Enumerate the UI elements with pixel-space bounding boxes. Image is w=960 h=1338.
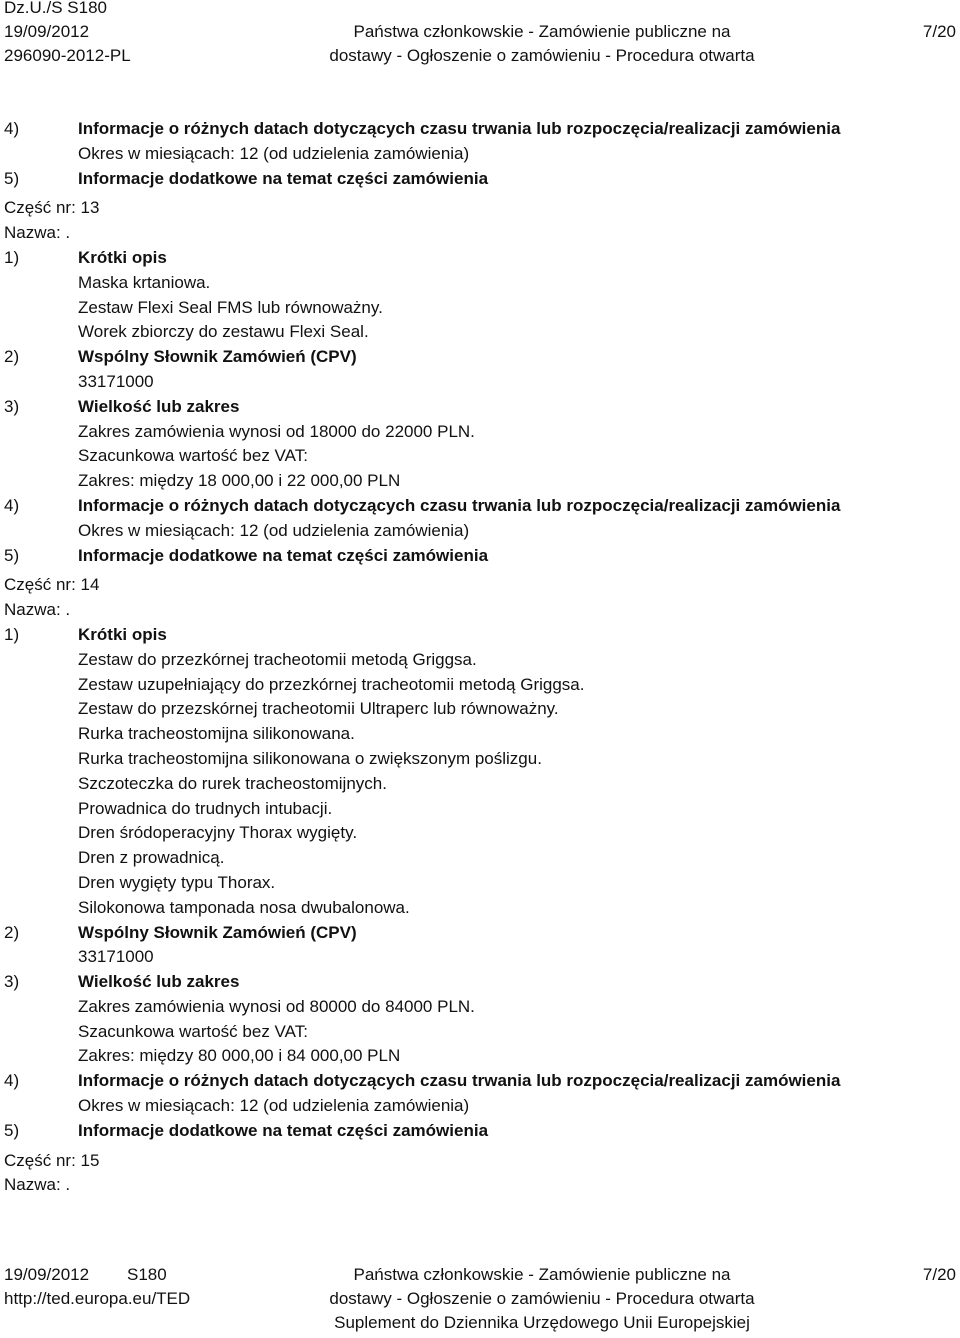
- section-dates: [0, 117, 960, 142]
- part-name: [0, 598, 960, 623]
- footer-url[interactable]: http://ted.europa.eu/TED: [4, 1289, 191, 1308]
- cpv-code-text: 33171000: [78, 947, 154, 967]
- document-body: [0, 117, 960, 1198]
- footer-title-line1: Państwa członkowskie - Zamówienie publiczne na: [353, 1265, 731, 1284]
- scope-range-text: Zakres zamówienia wynosi od 80000 do 84000 PLN.: [78, 996, 475, 1016]
- part-name-text: Nazwa: .: [4, 600, 71, 620]
- item-number: 1): [4, 624, 20, 644]
- desc-line: [0, 648, 960, 673]
- desc-line: [0, 747, 960, 772]
- desc-line: [0, 871, 960, 896]
- desc-text: Silokonowa tamponada nosa dwubalonowa.: [78, 897, 410, 917]
- desc-line: [0, 722, 960, 747]
- desc-line: [0, 271, 960, 296]
- desc-line: [0, 797, 960, 822]
- section-heading: Wspólny Słownik Zamówień (CPV): [78, 347, 357, 367]
- footer-title: [252, 1263, 832, 1335]
- item-number: 5): [4, 545, 20, 565]
- section-heading: Informacje dodatkowe na temat części zamówienia: [78, 545, 489, 565]
- period-line: [0, 142, 960, 167]
- item-number: 4): [4, 1071, 20, 1091]
- estimate-value-text: Zakres: między 18 000,00 i 22 000,00 PLN: [78, 471, 401, 491]
- section-short-desc: [0, 246, 960, 271]
- section-heading: Informacje o różnych datach dotyczących czasu trwania lub rozpoczęcia/realizacji zamówienia: [78, 119, 841, 138]
- item-number: 2): [4, 347, 20, 367]
- footer-title-line3: Suplement do Dziennika Urzędowego Unii Europejskiej: [334, 1313, 750, 1332]
- part-name-text: Nazwa: .: [4, 1175, 71, 1195]
- part-number-text: Część nr: 14: [4, 575, 100, 595]
- section-cpv: [0, 921, 960, 946]
- section-extra: [0, 167, 960, 192]
- section-heading: Wspólny Słownik Zamówień (CPV): [78, 922, 357, 942]
- page-header: [0, 0, 960, 75]
- section-dates: [0, 1069, 960, 1094]
- cpv-code-text: 33171000: [78, 371, 154, 391]
- desc-text: Dren z prowadnicą.: [78, 848, 225, 868]
- period-line: [0, 519, 960, 544]
- desc-text: Zestaw do przezkórnej tracheotomii metodą Griggsa.: [78, 649, 477, 669]
- part-number: [0, 196, 960, 221]
- estimate-value-text: Zakres: między 80 000,00 i 84 000,00 PLN: [78, 1046, 401, 1066]
- journal-ref: Dz.U./S S180: [4, 0, 107, 17]
- header-title-line2: dostawy - Ogłoszenie o zamówieniu - Procedura otwarta: [329, 46, 755, 65]
- estimate-label-text: Szacunkowa wartość bez VAT:: [78, 446, 308, 466]
- desc-text: Dren śródoperacyjny Thorax wygięty.: [78, 823, 358, 843]
- section-heading: Informacje o różnych datach dotyczących czasu trwania lub rozpoczęcia/realizacji zamówienia: [78, 495, 841, 515]
- desc-text: Rurka tracheostomijna silikonowana.: [78, 724, 355, 744]
- header-title-line1: Państwa członkowskie - Zamówienie publiczne na: [353, 22, 731, 41]
- header-page-number: 7/20: [922, 22, 956, 41]
- section-extra: [0, 544, 960, 569]
- desc-line: [0, 296, 960, 321]
- section-heading: Wielkość lub zakres: [78, 396, 240, 416]
- desc-line: [0, 697, 960, 722]
- desc-line: [0, 896, 960, 921]
- part-name-text: Nazwa: .: [4, 223, 71, 243]
- part-number-text: Część nr: 15: [4, 1150, 100, 1170]
- header-doc-id: 296090-2012-PL: [4, 46, 131, 65]
- desc-line: [0, 846, 960, 871]
- scope-range: [0, 995, 960, 1020]
- header-date: 19/09/2012: [4, 22, 90, 41]
- estimate-value: [0, 1044, 960, 1069]
- part-name: [0, 1173, 960, 1198]
- period-line: [0, 1094, 960, 1119]
- desc-text: Zestaw Flexi Seal FMS lub równoważny.: [78, 297, 383, 317]
- desc-text: Rurka tracheostomijna silikonowana o zwiększonym poślizgu.: [78, 748, 542, 768]
- cpv-code: [0, 370, 960, 395]
- part-number: [0, 1149, 960, 1174]
- section-short-desc: [0, 623, 960, 648]
- page-footer: [0, 1263, 960, 1338]
- section-heading: Informacje o różnych datach dotyczących czasu trwania lub rozpoczęcia/realizacji zamówienia: [78, 1071, 841, 1091]
- desc-text: Prowadnica do trudnych intubacji.: [78, 798, 333, 818]
- estimate-label: [0, 1020, 960, 1045]
- estimate-label: [0, 444, 960, 469]
- desc-text: Worek zbiorczy do zestawu Flexi Seal.: [78, 322, 369, 342]
- item-number: 3): [4, 972, 20, 992]
- desc-line: [0, 821, 960, 846]
- desc-line: [0, 772, 960, 797]
- item-number: 4): [4, 119, 20, 138]
- section-dates: [0, 494, 960, 519]
- item-number: 3): [4, 396, 20, 416]
- section-extra: [0, 1119, 960, 1144]
- scope-range-text: Zakres zamówienia wynosi od 18000 do 22000 PLN.: [78, 421, 475, 441]
- section-cpv: [0, 345, 960, 370]
- desc-text: Zestaw uzupełniający do przezkórnej tracheotomii metodą Griggsa.: [78, 674, 585, 694]
- item-number: 5): [4, 168, 20, 188]
- desc-line: [0, 673, 960, 698]
- header-title: [252, 20, 832, 68]
- estimate-value: [0, 469, 960, 494]
- item-number: 1): [4, 247, 20, 267]
- part-number: [0, 573, 960, 598]
- period-text: Okres w miesiącach: 12 (od udzielenia zamówienia): [78, 1096, 470, 1116]
- section-scope: [0, 970, 960, 995]
- desc-text: Zestaw do przezskórnej tracheotomii Ultraperc lub równoważny.: [78, 699, 559, 719]
- cpv-code: [0, 945, 960, 970]
- desc-text: Maska krtaniowa.: [78, 272, 211, 292]
- desc-line: [0, 320, 960, 345]
- section-heading: Wielkość lub zakres: [78, 972, 240, 992]
- section-heading: Informacje dodatkowe na temat części zamówienia: [78, 1120, 489, 1140]
- section-heading: Krótki opis: [78, 247, 167, 267]
- section-heading: Krótki opis: [78, 624, 167, 644]
- section-scope: [0, 395, 960, 420]
- estimate-label-text: Szacunkowa wartość bez VAT:: [78, 1021, 308, 1041]
- footer-date: 19/09/2012: [4, 1265, 90, 1284]
- period-text: Okres w miesiącach: 12 (od udzielenia zamówienia): [78, 143, 470, 163]
- desc-text: Szczoteczka do rurek tracheostomijnych.: [78, 773, 387, 793]
- item-number: 5): [4, 1120, 20, 1140]
- section-heading: Informacje dodatkowe na temat części zamówienia: [78, 168, 489, 188]
- item-number: 2): [4, 922, 20, 942]
- footer-page-number: 7/20: [922, 1265, 956, 1284]
- desc-text: Dren wygięty typu Thorax.: [78, 872, 276, 892]
- footer-series: S180: [127, 1265, 167, 1284]
- footer-title-line2: dostawy - Ogłoszenie o zamówieniu - Procedura otwarta: [329, 1289, 755, 1308]
- scope-range: [0, 420, 960, 445]
- period-text: Okres w miesiącach: 12 (od udzielenia zamówienia): [78, 520, 470, 540]
- item-number: 4): [4, 495, 20, 515]
- part-number-text: Część nr: 13: [4, 198, 100, 218]
- part-name: [0, 221, 960, 246]
